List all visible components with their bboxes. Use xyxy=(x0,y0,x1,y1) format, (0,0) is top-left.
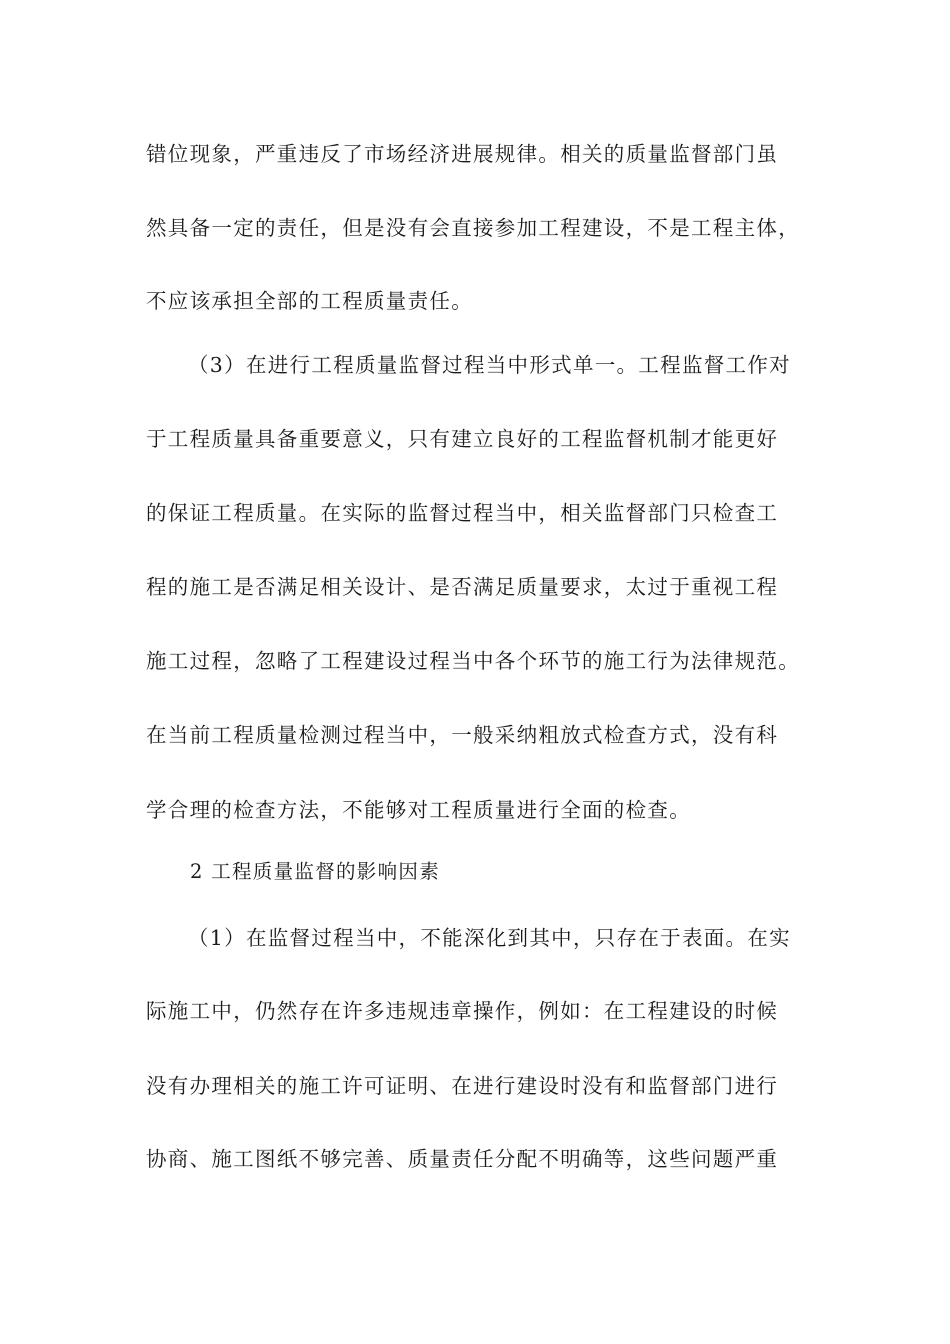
text-line: 错位现象，严重违反了市场经济进展规律。相关的质量监督部门虽 xyxy=(146,142,779,166)
text-line: 在当前工程质量检测过程当中，一般采纳粗放式检查方式，没有科 xyxy=(146,723,779,747)
text-line: 程的施工是否满足相关设计、是否满足质量要求，太过于重视工程 xyxy=(146,575,779,599)
text-line: 于工程质量具备重要意义，只有建立良好的工程监督机制才能更好 xyxy=(146,427,779,451)
text-line: 施工过程，忽略了工程建设过程当中各个环节的施工行为法律规范。 xyxy=(146,649,800,673)
text-line: 没有办理相关的施工许可证明、在进行建设时没有和监督部门进行 xyxy=(146,1074,779,1098)
text-line: 协商、施工图纸不够完善、质量责任分配不明确等，这些问题严重 xyxy=(146,1147,779,1171)
text-line: 学合理的检查方法，不能够对工程质量进行全面的检查。 xyxy=(146,798,691,822)
text-line: 不应该承担全部的工程质量责任。 xyxy=(146,289,473,313)
paragraph-start-line: （1）在监督过程当中，不能深化到其中，只存在于表面。在实 xyxy=(188,926,791,950)
section-heading: 2 工程质量监督的影响因素 xyxy=(190,860,441,883)
paragraph-start-line: （3）在进行工程质量监督过程当中形式单一。工程监督工作对 xyxy=(188,353,791,377)
text-line: 际施工中，仍然存在许多违规违章操作，例如：在工程建设的时候 xyxy=(146,999,779,1023)
text-line: 然具备一定的责任，但是没有会直接参加工程建设，不是工程主体， xyxy=(146,216,800,240)
text-line: 的保证工程质量。在实际的监督过程当中，相关监督部门只检查工 xyxy=(146,501,779,525)
